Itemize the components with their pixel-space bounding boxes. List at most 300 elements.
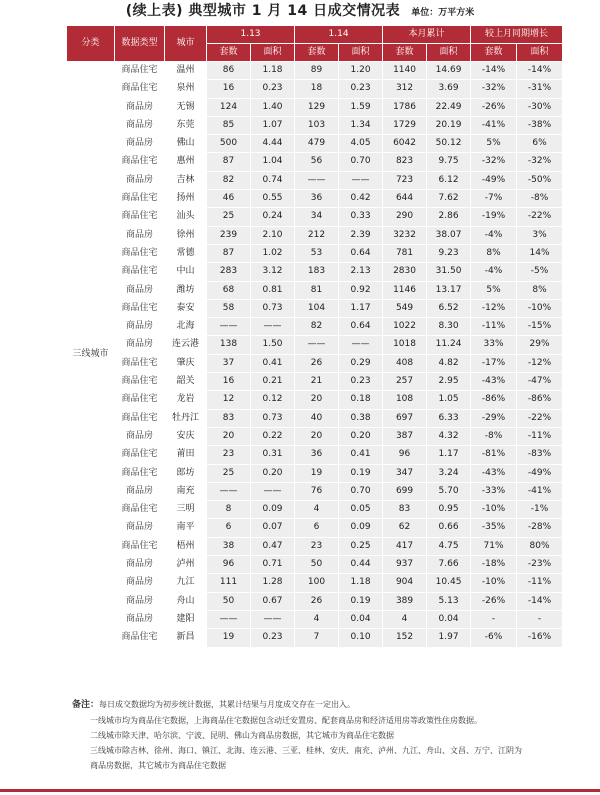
page-title: (续上表) 典型城市 1 月 14 日成交情况表 [125,3,401,19]
table-row [67,98,563,116]
value-cell: 0.81 [251,281,295,299]
value-cell: -14% [517,592,563,610]
value-cell: 1.02 [251,244,295,262]
value-cell: 1.28 [251,574,295,592]
value-cell: 0.41 [251,354,295,372]
value-cell: -15% [517,318,563,336]
value-cell: 7 [295,629,339,647]
value-cell: 82 [295,318,339,336]
value-cell: 0.29 [339,354,383,372]
value-cell: 4.82 [427,354,471,372]
value-cell: 2.13 [339,263,383,281]
value-cell: 1.50 [251,336,295,354]
data-type-cell: 商品住宅 [115,629,165,647]
value-cell: 347 [383,464,427,482]
value-cell: 20 [295,391,339,409]
value-cell: 68 [207,281,251,299]
header-category: 分类 [67,26,115,62]
city-cell: 泰安 [165,299,207,317]
note-line-2: 一线城市均为商品住宅数据，上海商品住宅数据包含动迁安置房、配套商品房和经济适用房等政策性住房数据。 [90,716,482,725]
value-cell: 0.20 [251,464,295,482]
value-cell: 212 [295,226,339,244]
value-cell: 36 [295,190,339,208]
value-cell: 3.24 [427,464,471,482]
data-type-cell: 商品住宅 [115,446,165,464]
value-cell: -26% [471,98,517,116]
note-line-4: 三线城市除吉林、徐州、海口、镇江、北海、连云港、三亚、桂林、安庆、南充、泸州、九江、舟山、文昌、万宁、江阴为 [90,746,522,755]
value-cell: 4.75 [427,537,471,555]
value-cell: 19 [295,464,339,482]
table-row [67,208,563,226]
value-cell: -31% [517,80,563,98]
value-cell: -7% [471,190,517,208]
note-line-1: 每日成交数据均为初步统计数据，其累计结果与月度成交存在一定出入。 [99,700,356,709]
value-cell: 408 [383,354,427,372]
value-cell: 26 [295,592,339,610]
value-cell: 83 [207,409,251,427]
value-cell: 0.55 [251,190,295,208]
value-cell: 20 [207,427,251,445]
value-cell: 4.05 [339,135,383,153]
value-cell: -10% [517,299,563,317]
table-row [67,629,563,647]
value-cell: 0.10 [339,629,383,647]
table-row [67,556,563,574]
city-cell: 新昌 [165,629,207,647]
value-cell: 0.70 [339,482,383,500]
header-month-total: 本月累计 [383,26,471,44]
value-cell: -43% [471,373,517,391]
value-cell: -26% [471,592,517,610]
value-cell: 823 [383,153,427,171]
value-cell: 389 [383,592,427,610]
header-area: 面积 [427,44,471,62]
value-cell: 2830 [383,263,427,281]
value-cell: -23% [517,556,563,574]
header-date-1: 1.13 [207,26,295,44]
value-cell: 1.05 [427,391,471,409]
table-row [67,574,563,592]
unit-label: 单位：万平方米 [411,8,475,18]
value-cell: 0.67 [251,592,295,610]
value-cell: 3.69 [427,80,471,98]
value-cell: 1.20 [339,62,383,80]
value-cell: 7.62 [427,190,471,208]
value-cell: —— [207,318,251,336]
value-cell: 0.95 [427,501,471,519]
value-cell: 2.10 [251,226,295,244]
value-cell: 0.64 [339,318,383,336]
value-cell: 16 [207,80,251,98]
value-cell: 82 [207,171,251,189]
table-row [67,135,563,153]
data-type-cell: 商品住宅 [115,391,165,409]
value-cell: 0.18 [339,391,383,409]
value-cell: 0.23 [339,373,383,391]
value-cell: -35% [471,519,517,537]
value-cell: 4 [383,610,427,628]
value-cell: 6 [295,519,339,537]
table-row [67,281,563,299]
header-area: 面积 [251,44,295,62]
city-cell: 安庆 [165,427,207,445]
value-cell: 89 [295,62,339,80]
value-cell: -8% [471,427,517,445]
table-row [67,299,563,317]
value-cell: 6% [517,135,563,153]
value-cell: —— [251,610,295,628]
value-cell: 0.64 [339,244,383,262]
city-cell: 徐州 [165,226,207,244]
value-cell: 0.09 [339,519,383,537]
data-type-cell: 商品住宅 [115,190,165,208]
data-type-cell: 商品房 [115,336,165,354]
value-cell: 904 [383,574,427,592]
city-cell: 常德 [165,244,207,262]
data-type-cell: 商品住宅 [115,464,165,482]
table-row [67,482,563,500]
value-cell: - [517,610,563,628]
value-cell: 0.04 [427,610,471,628]
value-cell: -4% [471,263,517,281]
value-cell: -41% [471,116,517,134]
value-cell: -50% [517,171,563,189]
value-cell: 699 [383,482,427,500]
value-cell: 62 [383,519,427,537]
data-type-cell: 商品住宅 [115,299,165,317]
notes-section [72,697,582,773]
value-cell: 6.52 [427,299,471,317]
value-cell: 9.23 [427,244,471,262]
value-cell: 76 [295,482,339,500]
city-cell: 泸州 [165,556,207,574]
value-cell: 8.30 [427,318,471,336]
value-cell: 152 [383,629,427,647]
value-cell: -28% [517,519,563,537]
value-cell: -49% [517,464,563,482]
value-cell: 81 [295,281,339,299]
value-cell: 50 [295,556,339,574]
value-cell: 87 [207,153,251,171]
data-type-cell: 商品住宅 [115,208,165,226]
value-cell: -47% [517,373,563,391]
value-cell: -17% [471,354,517,372]
note-line-3: 二线城市除天津、哈尔滨、宁波、昆明、佛山为商品房数据，其它城市为商品住宅数据 [90,731,394,740]
value-cell: 20.19 [427,116,471,134]
value-cell: -10% [471,574,517,592]
value-cell: 500 [207,135,251,153]
value-cell: 0.66 [427,519,471,537]
value-cell: 0.92 [339,281,383,299]
value-cell: 1.04 [251,153,295,171]
city-cell: 东莞 [165,116,207,134]
value-cell: 0.25 [339,537,383,555]
header-growth: 较上月同期增长 [471,26,563,44]
value-cell: 25 [207,464,251,482]
table-row [67,226,563,244]
value-cell: 1786 [383,98,427,116]
header-sets: 套数 [295,44,339,62]
city-cell: 佛山 [165,135,207,153]
header-sets: 套数 [207,44,251,62]
value-cell: 5% [471,281,517,299]
value-cell: 37 [207,354,251,372]
city-cell: 龙岩 [165,391,207,409]
value-cell: -11% [471,318,517,336]
value-cell: 937 [383,556,427,574]
value-cell: 38 [207,537,251,555]
city-cell: 泉州 [165,80,207,98]
value-cell: 0.24 [251,208,295,226]
value-cell: -29% [471,409,517,427]
city-cell: 郎坊 [165,464,207,482]
value-cell: 697 [383,409,427,427]
value-cell: - [471,610,517,628]
value-cell: 6.12 [427,171,471,189]
header-sets: 套数 [471,44,517,62]
transaction-table [66,25,563,648]
table-row [67,537,563,555]
value-cell: -86% [517,391,563,409]
table-row [67,464,563,482]
table-row [67,171,563,189]
header-area: 面积 [517,44,563,62]
value-cell: -14% [471,62,517,80]
table-row [67,391,563,409]
value-cell: 1.59 [339,98,383,116]
value-cell: 549 [383,299,427,317]
value-cell: 1018 [383,336,427,354]
table-row [67,592,563,610]
data-type-cell: 商品住宅 [115,244,165,262]
value-cell: —— [295,171,339,189]
value-cell: 4.32 [427,427,471,445]
value-cell: 14.69 [427,62,471,80]
value-cell: 100 [295,574,339,592]
value-cell: 19 [207,629,251,647]
value-cell: 96 [207,556,251,574]
data-type-cell: 商品房 [115,116,165,134]
header-row-1 [67,26,563,44]
table-row [67,373,563,391]
value-cell: 104 [295,299,339,317]
data-type-cell: 商品房 [115,592,165,610]
value-cell: 3% [517,226,563,244]
value-cell: 87 [207,244,251,262]
value-cell: 4 [295,610,339,628]
value-cell: -5% [517,263,563,281]
data-type-cell: 商品房 [115,427,165,445]
value-cell: 12 [207,391,251,409]
value-cell: 283 [207,263,251,281]
data-type-cell: 商品房 [115,519,165,537]
value-cell: 387 [383,427,427,445]
value-cell: 23 [207,446,251,464]
value-cell: -14% [517,62,563,80]
value-cell: 8% [471,244,517,262]
city-cell: 惠州 [165,153,207,171]
notes-label: 备注： [72,700,100,710]
table-container [66,25,562,648]
header-area: 面积 [339,44,383,62]
table-row [67,519,563,537]
data-type-cell: 商品房 [115,135,165,153]
value-cell: 13.17 [427,281,471,299]
city-cell: 连云港 [165,336,207,354]
value-cell: 3232 [383,226,427,244]
value-cell: -1% [517,501,563,519]
table-row [67,263,563,281]
city-cell: 扬州 [165,190,207,208]
value-cell: 0.74 [251,171,295,189]
value-cell: 0.23 [251,80,295,98]
value-cell: -30% [517,98,563,116]
value-cell: 53 [295,244,339,262]
value-cell: 58 [207,299,251,317]
city-cell: 无锡 [165,98,207,116]
value-cell: 103 [295,116,339,134]
value-cell: -6% [471,629,517,647]
value-cell: 1.17 [427,446,471,464]
header-sets: 套数 [383,44,427,62]
value-cell: 108 [383,391,427,409]
value-cell: 138 [207,336,251,354]
value-cell: -16% [517,629,563,647]
city-cell: 汕头 [165,208,207,226]
value-cell: 1.97 [427,629,471,647]
value-cell: 8 [207,501,251,519]
value-cell: -4% [471,226,517,244]
value-cell: 0.21 [251,373,295,391]
data-type-cell: 商品住宅 [115,409,165,427]
value-cell: 0.20 [339,427,383,445]
value-cell: 86 [207,62,251,80]
value-cell: 31.50 [427,263,471,281]
city-cell: 北海 [165,318,207,336]
value-cell: 18 [295,80,339,98]
table-row [67,446,563,464]
value-cell: 781 [383,244,427,262]
data-type-cell: 商品房 [115,556,165,574]
data-type-cell: 商品住宅 [115,153,165,171]
city-cell: 梧州 [165,537,207,555]
value-cell: 5.70 [427,482,471,500]
city-cell: 肇庆 [165,354,207,372]
value-cell: 0.41 [339,446,383,464]
value-cell: 7.66 [427,556,471,574]
value-cell: —— [339,336,383,354]
value-cell: -22% [517,208,563,226]
data-type-cell: 商品房 [115,610,165,628]
value-cell: 21 [295,373,339,391]
value-cell: 2.95 [427,373,471,391]
value-cell: 312 [383,80,427,98]
value-cell: 0.47 [251,537,295,555]
value-cell: 0.44 [339,556,383,574]
value-cell: 16 [207,373,251,391]
table-row [67,409,563,427]
value-cell: -12% [517,354,563,372]
data-type-cell: 商品住宅 [115,501,165,519]
table-row [67,62,563,80]
value-cell: 34 [295,208,339,226]
value-cell: -49% [471,171,517,189]
table-row [67,153,563,171]
data-type-cell: 商品房 [115,171,165,189]
value-cell: —— [207,610,251,628]
value-cell: 0.70 [339,153,383,171]
table-row [67,610,563,628]
value-cell: -33% [471,482,517,500]
header-data-type: 数据类型 [115,26,165,62]
value-cell: 644 [383,190,427,208]
value-cell: 4.44 [251,135,295,153]
header-date-2: 1.14 [295,26,383,44]
data-type-cell: 商品住宅 [115,354,165,372]
value-cell: 129 [295,98,339,116]
value-cell: -81% [471,446,517,464]
table-row [67,318,563,336]
value-cell: 1.07 [251,116,295,134]
value-cell: 96 [383,446,427,464]
data-type-cell: 商品住宅 [115,80,165,98]
value-cell: 2.39 [339,226,383,244]
value-cell: 5% [471,135,517,153]
data-type-cell: 商品房 [115,482,165,500]
value-cell: -8% [517,190,563,208]
city-cell: 南充 [165,482,207,500]
table-row [67,336,563,354]
value-cell: 0.38 [339,409,383,427]
value-cell: 0.42 [339,190,383,208]
value-cell: 22.49 [427,98,471,116]
value-cell: -11% [517,427,563,445]
value-cell: 6042 [383,135,427,153]
value-cell: —— [251,318,295,336]
data-type-cell: 商品房 [115,281,165,299]
table-row [67,116,563,134]
city-cell: 九江 [165,574,207,592]
data-type-cell: 商品房 [115,98,165,116]
value-cell: 50.12 [427,135,471,153]
city-cell: 三明 [165,501,207,519]
value-cell: -12% [471,299,517,317]
value-cell: 0.05 [339,501,383,519]
value-cell: 5.13 [427,592,471,610]
value-cell: —— [295,336,339,354]
value-cell: 0.33 [339,208,383,226]
value-cell: 6.33 [427,409,471,427]
city-cell: 潍坊 [165,281,207,299]
data-type-cell: 商品房 [115,318,165,336]
data-type-cell: 商品住宅 [115,62,165,80]
value-cell: 0.71 [251,556,295,574]
value-cell: 1.17 [339,299,383,317]
value-cell: 3.12 [251,263,295,281]
value-cell: 0.09 [251,501,295,519]
value-cell: -11% [517,574,563,592]
value-cell: 0.19 [339,464,383,482]
value-cell: 111 [207,574,251,592]
data-type-cell: 商品房 [115,226,165,244]
value-cell: —— [207,482,251,500]
value-cell: 40 [295,409,339,427]
value-cell: 56 [295,153,339,171]
city-cell: 舟山 [165,592,207,610]
value-cell: 239 [207,226,251,244]
value-cell: -32% [471,153,517,171]
table-row [67,427,563,445]
